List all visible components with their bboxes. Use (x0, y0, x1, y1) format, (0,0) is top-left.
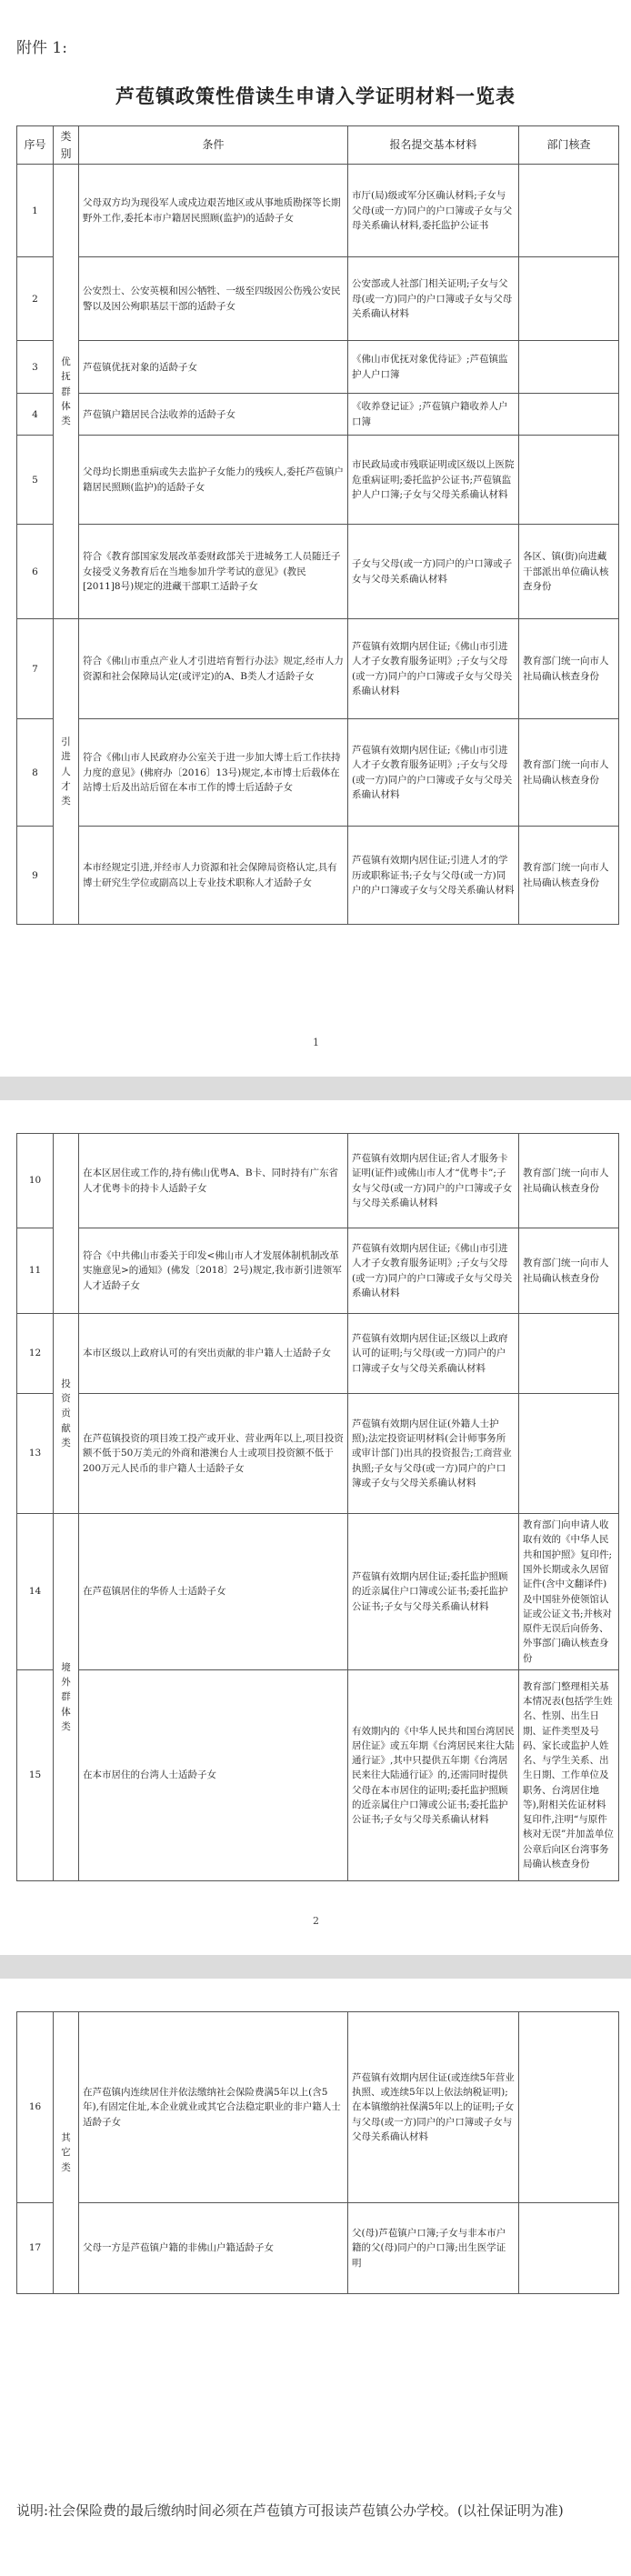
row-department (519, 1394, 619, 1514)
row-department: 各区、镇(街)向进藏干部派出单位确认核查身份 (519, 525, 619, 619)
page-3 (0, 1979, 631, 2576)
attachment-label: 附件 1: (16, 39, 67, 57)
row-materials: 有效期内的《中华人民共和国台湾居民居住证》或五年期《台湾居民来往大陆通行证》,其中只提供五年期《台湾居民来往大陆通行证》的,还需同时提供父母在本市居住的证明;委托监护照顾的近亲属住户口簿或公证书;委托监护公证书;子女与父母关系确认材料 (348, 1670, 519, 1881)
page-separator (0, 1955, 631, 1979)
table-row (17, 1394, 619, 1514)
category-yinjin-cont (54, 1134, 79, 1314)
table-row (17, 394, 619, 436)
row-department (519, 341, 619, 394)
table-row (17, 1228, 619, 1314)
row-condition: 芦苞镇优抚对象的适龄子女 (79, 341, 348, 394)
row-no: 1 (17, 165, 54, 257)
row-materials: 芦苞镇有效期内居住证;区级以上政府认可的证明;与父母(或一方)同户的户口簿或子女与父母关系确认材料 (348, 1314, 519, 1394)
row-condition: 父母双方均为现役军人或戍边艰苦地区或从事地质勘探等长期野外工作,委托本市户籍居民照顾(监护)的适龄子女 (79, 165, 348, 257)
row-materials: 《收养登记证》;芦苞镇户籍收养人户口簿 (348, 394, 519, 436)
row-condition: 符合《佛山市重点产业人才引进培育暂行办法》规定,经市人力资源和社会保障局认定(或评定)的A、B类人才适龄子女 (79, 619, 348, 719)
footnote: 说明:社会保险费的最后缴纳时间必须在芦苞镇方可报读芦苞镇公办学校。(以社保证明为准) (16, 2502, 564, 2519)
row-materials: 芦苞镇有效期内居住证(外籍人士护照);法定投资证明材料(会计师事务所或审计部门)出具的投资报告;工商营业执照;子女与父母(或一方)同户的户口簿或子女与父母关系确认材料 (348, 1394, 519, 1514)
row-condition: 在芦苞镇内连续居住并依法缴纳社会保险费满5年以上(含5年),有固定住址,本企业就业或其它合法稳定职业的非户籍人士适龄子女 (79, 2012, 348, 2203)
row-no: 15 (17, 1670, 54, 1881)
document-title: 芦苞镇政策性借读生申请入学证明材料一览表 (115, 85, 516, 107)
table-row (17, 1134, 619, 1228)
row-condition: 公安烈士、公安英模和因公牺牲、一级至四级因公伤残公安民警以及因公殉职基层干部的适龄子女 (79, 257, 348, 341)
row-condition: 在本市居住的台湾人士适龄子女 (79, 1670, 348, 1881)
table-row (17, 619, 619, 719)
row-department (519, 2203, 619, 2294)
table-page-1 (16, 125, 619, 925)
row-condition: 在本区居住或工作的,持有佛山优粤A、B卡、同时持有广东省人才优粤卡的持卡人适龄子女 (79, 1134, 348, 1228)
category-yinjin: 引进人才类 (54, 619, 79, 925)
row-condition: 符合《教育部国家发展改革委财政部关于进城务工人员随迁子女接受义务教育后在当地参加升学考试的意见》(教民[2011]8号)规定的进藏干部职工适龄子女 (79, 525, 348, 619)
row-no: 11 (17, 1228, 54, 1314)
table-row (17, 1670, 619, 1881)
row-no: 2 (17, 257, 54, 341)
row-no: 6 (17, 525, 54, 619)
table-row (17, 1514, 619, 1670)
category-jingwai: 境外群体类 (54, 1514, 79, 1881)
row-condition: 芦苞镇户籍居民合法收养的适龄子女 (79, 394, 348, 436)
row-department: 教育部门统一向市人社局确认核查身份 (519, 1134, 619, 1228)
row-materials: 芦苞镇有效期内居住证;《佛山市引进人才子女教育服务证明》;子女与父母(或一方)同户的户口簿或子女与父母关系确认材料 (348, 1228, 519, 1314)
category-qita: 其它类 (54, 2012, 79, 2294)
table-row (17, 719, 619, 827)
row-department (519, 1314, 619, 1394)
row-department (519, 394, 619, 436)
row-materials: 芦苞镇有效期内居住证;委托监护照顾的近亲属住户口簿或公证书;委托监护公证书;子女与父母关系确认材料 (348, 1514, 519, 1670)
header-condition: 条件 (79, 126, 348, 165)
header-no: 序号 (17, 126, 54, 165)
page-separator (0, 1077, 631, 1100)
row-department (519, 2012, 619, 2203)
row-no: 3 (17, 341, 54, 394)
page-2 (0, 1100, 631, 1946)
row-no: 9 (17, 827, 54, 925)
row-no: 10 (17, 1134, 54, 1228)
row-no: 7 (17, 619, 54, 719)
row-condition: 在芦苞镇投资的项目竣工投产或开业、营业两年以上,项目投资额不低于50万美元的外商和港澳台人士或项目投资额不低于200万元人民币的非户籍人士适龄子女 (79, 1394, 348, 1514)
page-1 (0, 0, 631, 1064)
row-no: 17 (17, 2203, 54, 2294)
table-row (17, 2203, 619, 2294)
row-department (519, 165, 619, 257)
table-row (17, 341, 619, 394)
header-department: 部门核查 (519, 126, 619, 165)
table-row (17, 2012, 619, 2203)
header-category: 类别 (54, 126, 79, 165)
category-youfu: 优抚群体类 (54, 165, 79, 619)
row-materials: 芦苞镇有效期内居住证;《佛山市引进人才子女教育服务证明》;子女与父母(或一方)同户的户口簿或子女与父母关系确认材料 (348, 719, 519, 827)
table-page-2 (16, 1133, 619, 1881)
row-materials: 芦苞镇有效期内居住证(或连续5年营业执照、或连续5年以上依法纳税证明);在本镇缴纳社保满5年以上的证明;子女与父母(或一方)同户的户口簿或子女与父母关系确认材料 (348, 2012, 519, 2203)
row-condition: 父母一方是芦苞镇户籍的非佛山户籍适龄子女 (79, 2203, 348, 2294)
row-department: 教育部门统一向市人社局确认核查身份 (519, 827, 619, 925)
row-no: 12 (17, 1314, 54, 1394)
row-no: 14 (17, 1514, 54, 1670)
table-page-3 (16, 2011, 619, 2294)
table-row (17, 257, 619, 341)
table-row (17, 1314, 619, 1394)
category-touzi: 投资贡献类 (54, 1314, 79, 1514)
row-materials: 市厅(局)级或军分区确认材料;子女与父母(或一方)同户的户口簿或子女与父母关系确认材料,委托监护公证书 (348, 165, 519, 257)
row-materials: 市民政局或市残联证明或区级以上医院危重病证明;委托监护公证书;芦苞镇监护人户口簿;子女与父母关系确认材料 (348, 436, 519, 525)
row-materials: 《佛山市优抚对象优待证》;芦苞镇监护人户口簿 (348, 341, 519, 394)
page-number: 2 (313, 1915, 319, 1927)
row-department: 教育部门统一向市人社局确认核查身份 (519, 619, 619, 719)
row-department: 教育部门统一向市人社局确认核查身份 (519, 719, 619, 827)
row-department: 教育部门整理相关基本情况表(包括学生姓名、性别、出生日期、证件类型及号码、家长或监护人姓名、与学生关系、出生日期、工作单位及职务、台湾居住地等),附相关佐证材料复印件,注明“与原件核对无误”并加盖单位公章后向区台湾事务局确认核查身份 (519, 1670, 619, 1881)
row-department (519, 436, 619, 525)
page-number: 1 (313, 1037, 319, 1048)
row-condition: 在芦苞镇居住的华侨人士适龄子女 (79, 1514, 348, 1670)
row-department: 教育部门统一向市人社局确认核查身份 (519, 1228, 619, 1314)
row-no: 8 (17, 719, 54, 827)
row-condition: 本市区级以上政府认可的有突出贡献的非户籍人士适龄子女 (79, 1314, 348, 1394)
row-materials: 芦苞镇有效期内居住证;《佛山市引进人才子女教育服务证明》;子女与父母(或一方)同户的户口簿或子女与父母关系确认材料 (348, 619, 519, 719)
row-materials: 父(母)芦苞镇户口簿;子女与非本市户籍的父(母)同户的户口簿;出生医学证明 (348, 2203, 519, 2294)
row-no: 5 (17, 436, 54, 525)
table-row (17, 436, 619, 525)
table-header-row (17, 126, 619, 165)
row-department: 教育部门向申请人收取有效的《中华人民共和国护照》复印件;国外长期或永久居留证件(含中文翻译件)及中国驻外使领馆认证或公证文书;并核对原件无误后向侨务、外事部门确认核查身份 (519, 1514, 619, 1670)
row-condition: 符合《佛山市人民政府办公室关于进一步加大博士后工作扶持力度的意见》(佛府办〔2016〕13号)规定,本市博士后载体在站博士后及出站后留在本市工作的博士后适龄子女 (79, 719, 348, 827)
row-no: 16 (17, 2012, 54, 2203)
row-department (519, 257, 619, 341)
header-materials: 报名提交基本材料 (348, 126, 519, 165)
table-row (17, 165, 619, 257)
row-materials: 公安部或人社部门相关证明;子女与父母(或一方)同户的户口簿或子女与父母关系确认材料 (348, 257, 519, 341)
row-condition: 父母均长期患重病或失去监护子女能力的残疾人,委托芦苞镇户籍居民照顾(监护)的适龄子女 (79, 436, 348, 525)
table-row (17, 827, 619, 925)
table-row (17, 525, 619, 619)
row-materials: 芦苞镇有效期内居住证;省人才服务卡证明(证件)或佛山市人才“优粤卡”;子女与父母(或一方)同户的户口簿或子女与父母关系确认材料 (348, 1134, 519, 1228)
row-condition: 本市经规定引进,并经市人力资源和社会保障局资格认定,具有博士研究生学位或副高以上专业技术职称人才适龄子女 (79, 827, 348, 925)
row-no: 4 (17, 394, 54, 436)
row-materials: 子女与父母(或一方)同户的户口簿或子女与父母关系确认材料 (348, 525, 519, 619)
row-condition: 符合《中共佛山市委关于印发<佛山市人才发展体制机制改革实施意见>的通知》(佛发〔2018〕2号)规定,我市新引进领军人才适龄子女 (79, 1228, 348, 1314)
row-materials: 芦苞镇有效期内居住证;引进人才的学历或职称证书;子女与父母(或一方)同户的户口簿或子女与父母关系确认材料 (348, 827, 519, 925)
row-no: 13 (17, 1394, 54, 1514)
